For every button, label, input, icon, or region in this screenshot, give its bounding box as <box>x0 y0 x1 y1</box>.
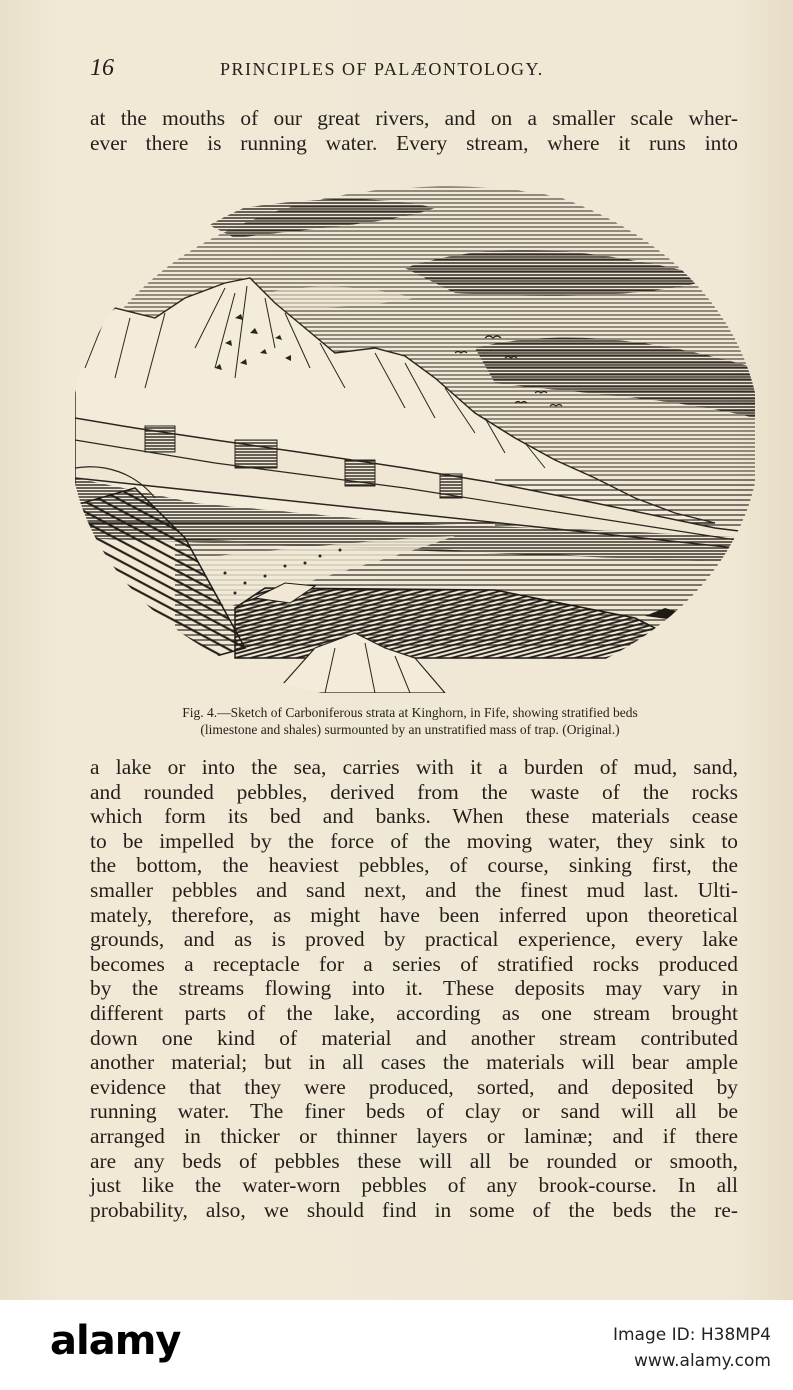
page-header <box>90 55 733 85</box>
text-line: arranged in thicker or thinner layers or laminæ; and if there <box>90 1123 738 1148</box>
caption-line: Fig. 4.—Sketch of Carboniferous strata at Kinghorn, in Fife, showing stratified beds <box>182 705 638 720</box>
watermark-banner <box>0 1300 793 1390</box>
text-line: probability, also, we should find in some of the beds the re- <box>90 1197 738 1222</box>
text-line: down one kind of material and another stream contributed <box>90 1025 738 1050</box>
text-line: another material; but in all cases the materials will bear ample <box>90 1050 738 1075</box>
text-line: grounds, and as is proved by practical experience, every lake <box>90 927 738 952</box>
text-line: running water. The finer beds of clay or sand will all be <box>90 1099 738 1124</box>
page-number: 16 <box>90 55 114 81</box>
text-line: evidence that they were produced, sorted, and deposited by <box>90 1074 738 1099</box>
text-line: the bottom, the heaviest pebbles, of course, sinking first, the <box>90 853 738 878</box>
running-head: PRINCIPLES OF PALÆONTOLOGY. <box>220 59 544 79</box>
text-line: smaller pebbles and sand next, and the finest mud last. Ulti- <box>90 877 738 902</box>
watermark-info <box>613 1322 771 1374</box>
text-line: just like the water-worn pebbles of any brook-course. In all <box>90 1173 738 1198</box>
watermark-image-id: Image ID: H38MP4 <box>612 1325 771 1345</box>
watermark-logo: alamy <box>50 1318 181 1364</box>
text-line: and rounded pebbles, derived from the waste of the rocks <box>90 779 738 804</box>
watermark-site: www.alamy.com <box>633 1351 771 1371</box>
text-line: a lake or into the sea, carries with it a burden of mud, sand, <box>90 755 738 779</box>
text-line: to be impelled by the force of the moving water, they sink to <box>90 828 738 853</box>
text-line: ever there is running water. Every stream, where it runs into <box>90 130 738 155</box>
text-line: by the streams flowing into it. These deposits may vary in <box>90 976 738 1001</box>
text-line: different parts of the lake, according as one stream brought <box>90 1000 738 1025</box>
figure-caption <box>95 704 725 738</box>
text-line: becomes a receptacle for a series of stratified rocks produced <box>90 951 738 976</box>
text-line: mately, therefore, as might have been inferred upon theoretical <box>90 902 738 927</box>
text-line: at the mouths of our great rivers, and on a smaller scale wher- <box>90 106 738 130</box>
engraving-kinghorn-strata <box>75 178 755 693</box>
text-line: are any beds of pebbles these will all be rounded or smooth, <box>90 1148 738 1173</box>
paragraph-top <box>90 106 738 155</box>
paragraph-main <box>90 755 738 1222</box>
text-line: which form its bed and banks. When these materials cease <box>90 804 738 829</box>
figure-illustration <box>75 178 755 693</box>
caption-line: (limestone and shales) surmounted by an unstratified mass of trap. (Original.) <box>200 722 620 737</box>
